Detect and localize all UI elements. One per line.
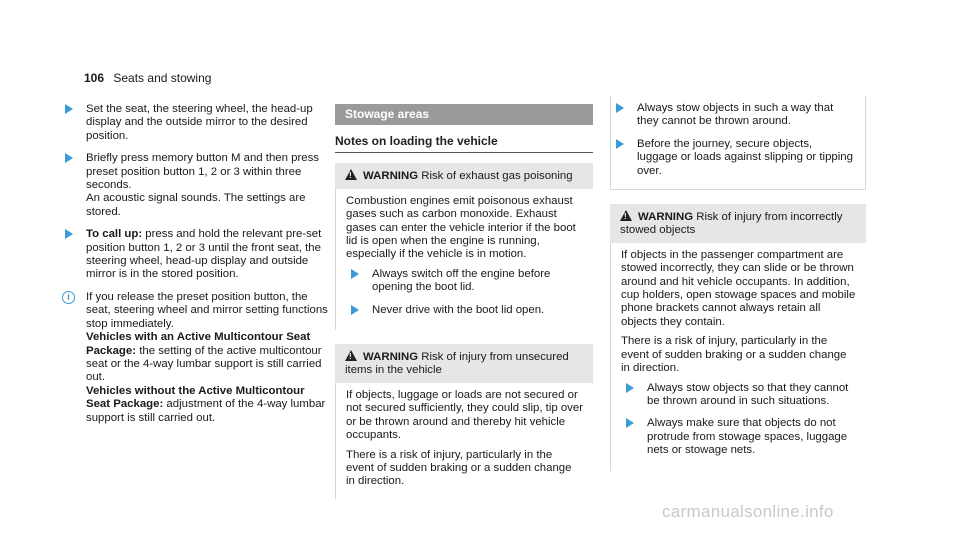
step-text <box>86 228 330 282</box>
note-no-multicontour-title: Vehicles without the Active Multicontour Seat Package: <box>86 384 305 411</box>
step-text: Always make sure that objects do not protrude from stowage spaces, luggage nets or stowage nets. <box>647 417 848 457</box>
instruction-step <box>60 152 330 219</box>
step-text: Always stow objects in such a way that they cannot be thrown around. <box>637 102 834 128</box>
warning-label: WARNING <box>363 351 419 364</box>
arrow-icon <box>616 103 624 113</box>
instruction-step <box>60 228 330 282</box>
right-column <box>610 96 866 471</box>
watermark: carmanualsonline.info <box>662 502 834 521</box>
step-text: Before the journey, secure objects, luggage or loads against slipping or tipping over. <box>637 137 853 177</box>
warning-title: Risk of exhaust gas poisoning <box>421 170 573 183</box>
warning-body <box>335 189 593 330</box>
info-icon: i <box>62 291 75 304</box>
warning-box <box>610 204 866 471</box>
warning-icon <box>345 169 357 180</box>
warning-body <box>335 383 593 499</box>
warning-step <box>621 417 856 457</box>
continued-box <box>610 96 866 190</box>
step-text: Always switch off the engine before opening the boot lid. <box>372 267 551 294</box>
warning-header <box>610 204 866 243</box>
note-multicontour-title: Vehicles with an Active Multicontour Seat Package: <box>86 331 311 357</box>
arrow-icon <box>626 418 634 428</box>
warning-header <box>335 163 593 188</box>
warning-title: Risk of injury from unsecured items in the vehicle <box>345 351 569 377</box>
warning-header <box>335 344 593 383</box>
note-no-multicontour-text: adjustment of the 4-way lumbar support is still carried out. <box>86 398 326 424</box>
arrow-icon <box>65 153 73 163</box>
warning-box <box>335 163 593 330</box>
left-column <box>60 103 330 425</box>
warning-text: There is a risk of injury, particularly in the event of sudden braking or a sudden change in direction. <box>346 448 572 488</box>
step-text: Always stow objects so that they cannot be thrown around in such situations. <box>647 381 849 407</box>
page-header <box>84 72 211 85</box>
warning-text: Combustion engines emit poisonous exhaust gases such as carbon monoxide. Exhaust gases can enter the vehicle interior if the boot lid is open when the engine is running, especially if the vehicle is in motion. <box>346 194 576 261</box>
info-note <box>60 291 330 425</box>
warning-text: There is a risk of injury, particularly in the event of sudden braking or a sudden change in direction. <box>621 335 847 375</box>
warning-text: If objects, luggage or loads are not secured or not secured sufficiently, they could slip, tip over or be thrown around and thereby hit vehicle occupants. <box>346 388 584 442</box>
warning-icon <box>620 210 632 221</box>
warning-title: Risk of injury from incorrectly stowed objects <box>620 211 843 237</box>
step-label: To call up: <box>86 228 143 241</box>
arrow-icon <box>626 383 634 393</box>
middle-column <box>335 104 593 499</box>
warning-label: WARNING <box>363 170 419 183</box>
step-text: Briefly press memory button M and then press preset position button 1, 2 or 3 within three seconds. <box>86 152 319 192</box>
note-multicontour <box>86 331 330 385</box>
warning-icon <box>345 350 357 361</box>
warning-step <box>346 268 583 295</box>
warning-text: If objects in the passenger compartment are stowed incorrectly, they can slide or be thrown around and hit vehicle occupants. In addition, cup holders, open stowage spaces and mobile phone brackets cannot always retain all objects they contain. <box>621 248 856 328</box>
step-text: Never drive with the boot lid open. <box>372 303 545 316</box>
step-result-text: An acoustic signal sounds. The settings are stored. <box>86 192 306 218</box>
page-number: 106 <box>84 71 105 85</box>
section-name: Seats and stowing <box>113 71 212 85</box>
step-body: press and hold the relevant pre-set position button 1, 2 or 3 until the front seat, the steering wheel, head-up display and outside mirror is in the stored position. <box>86 228 322 281</box>
arrow-icon <box>616 139 624 149</box>
warning-step <box>611 138 855 178</box>
arrow-icon <box>65 229 73 239</box>
arrow-icon <box>351 305 359 315</box>
section-title: Stowage areas <box>335 104 593 125</box>
warning-box <box>335 344 593 499</box>
warning-step <box>621 382 856 409</box>
warning-step <box>346 304 583 317</box>
warning-label: WARNING <box>638 211 694 224</box>
note-no-multicontour <box>86 385 330 425</box>
step-text: Set the seat, the steering wheel, the head-up display and the outside mirror to the desired position. <box>86 103 313 142</box>
note-multicontour-text: the setting of the active multicontour seat or the 4-way lumbar support is still carried out. <box>86 344 322 384</box>
instruction-step <box>60 103 330 143</box>
note-text: If you release the preset position button, the seat, steering wheel and mirror setting functions stop immediately. <box>86 290 328 330</box>
subsection-title: Notes on loading the vehicle <box>335 135 593 153</box>
arrow-icon <box>65 104 73 114</box>
warning-step <box>611 102 855 129</box>
arrow-icon <box>351 269 359 279</box>
warning-body <box>610 243 866 471</box>
